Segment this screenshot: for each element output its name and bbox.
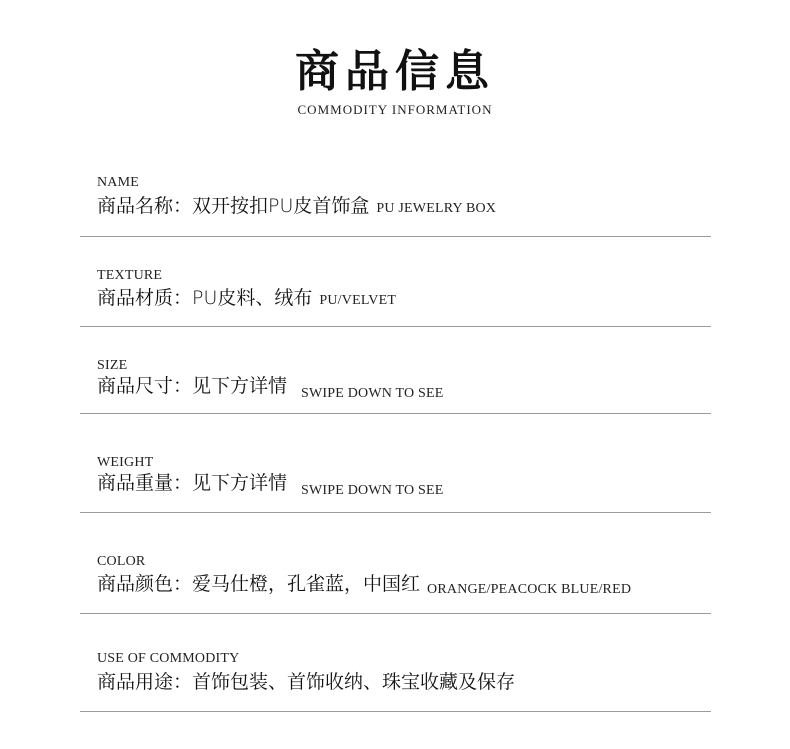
spec-cn-label: 商品尺寸： [97,375,193,397]
spec-en-label: TEXTURE [97,268,163,283]
spec-value-line [97,374,444,401]
spec-cn-value: PU皮料、绒布 [192,287,313,309]
page-title: 商品信息 [295,46,495,97]
spec-en-label: SIZE [97,358,128,373]
spec-cn-value: 双开按扣PU皮首饰盒 [192,195,370,217]
spec-value-line [97,471,444,498]
page-subtitle: COMMODITY INFORMATION [297,102,493,117]
spec-en-label: COLOR [97,554,146,569]
spec-cn-value: 见下方详情 [192,375,288,397]
spec-value-line [97,572,631,599]
spec-value-line [97,286,396,313]
row-divider [80,236,711,237]
spec-en-value: SWIPE DOWN TO SEE [301,386,444,401]
spec-value-line [97,194,496,221]
row-divider [80,326,711,327]
row-divider [80,613,711,614]
spec-en-value: ORANGE/PEACOCK BLUE/RED [427,582,632,597]
spec-en-label: USE OF COMMODITY [97,651,240,666]
spec-en-value: PU JEWELRY BOX [376,201,497,216]
spec-cn-label: 商品用途： [97,671,193,693]
spec-en-label: WEIGHT [97,455,154,470]
spec-cn-label: 商品重量： [97,472,193,494]
row-divider [80,711,711,712]
spec-en-label: NAME [97,175,140,190]
spec-cn-value: 见下方详情 [192,472,288,494]
spec-cn-value: 爱马仕橙，孔雀蓝，中国红 [192,573,421,595]
spec-en-value: SWIPE DOWN TO SEE [301,483,444,498]
row-divider [80,413,711,414]
spec-cn-label: 商品名称： [97,195,193,217]
spec-value-line [97,670,515,694]
row-divider [80,512,711,513]
spec-cn-value: 首饰包装、首饰收纳、珠宝收藏及保存 [192,671,516,693]
spec-cn-label: 商品材质： [97,287,193,309]
spec-cn-label: 商品颜色： [97,573,193,595]
spec-en-value: PU/VELVET [319,293,397,308]
